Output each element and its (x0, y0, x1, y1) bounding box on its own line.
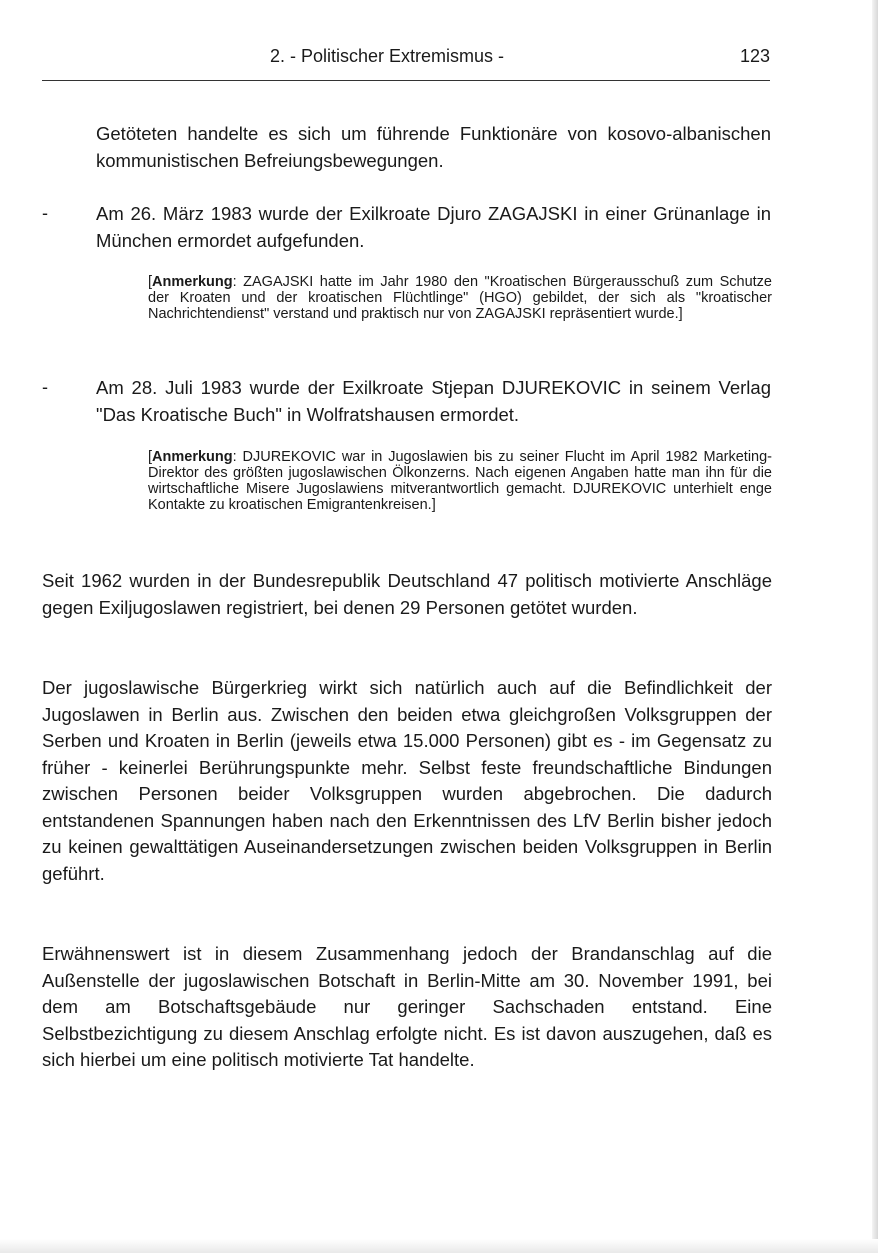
note-2-text: [Anmerkung: DJUREKOVIC war in Jugoslawien bis zu seiner Flucht im April 1982 Marketing-Direktor des größten jugoslawischen Ölkonzerns. Nach eigenen Angaben hatte man ihn für die wirtschaftliche Misere Jugoslawiens mitverantwortlich gemacht. DJUREKOVIC unterhielt enge Kontakte zu kroatischen Emigrantenkreisen.] (148, 449, 773, 513)
paragraph-2 (42, 675, 772, 887)
note-2-label: Anmerkung (152, 449, 233, 465)
list-item-2 (96, 375, 771, 428)
list-marker-1: - (42, 203, 48, 223)
running-title: 2. - Politischer Extremismus - (270, 46, 505, 66)
list-item-1-text: Am 26. März 1983 wurde der Exilkroate Djuro ZAGAJSKI in einer Grünanlage in München ermordet aufgefunden. (96, 203, 771, 251)
page-bottom-shadow (0, 1239, 878, 1253)
note-1 (148, 274, 772, 322)
list-marker-2: - (42, 377, 48, 397)
note-1-body: ZAGAJSKI hatte im Jahr 1980 den "Kroatischen Bürgerausschuß zum Schutze der Kroaten und der kroatischen Flüchtlinge" (HGO) gebildet, der sich als "kroatischer Nachrichtendienst" verstand und praktisch nur von ZAGAJSKI repräsentiert wurde.] (148, 274, 772, 322)
intro-paragraph (96, 121, 771, 174)
list-item-2-text: Am 28. Juli 1983 wurde der Exilkroate Stjepan DJUREKOVIC in seinem Verlag "Das Kroatische Buch" in Wolfratshausen ermordet. (96, 377, 771, 425)
intro-text: Getöteten handelte es sich um führende Funktionäre von kosovo-albanischen kommunistischen Befreiungsbewegungen. (96, 123, 771, 171)
page-header (42, 40, 770, 81)
note-2 (148, 449, 772, 513)
paragraph-2-text: Der jugoslawische Bürgerkrieg wirkt sich natürlich auch auf die Befindlichkeit der Jugoslawen in Berlin aus. Zwischen den beiden etwa gleichgroßen Volksgruppen der Serben und Kroaten in Berlin (jeweils etwa 15.000 Personen) gibt es - im Gegensatz zu früher - keinerlei Berührungspunkte mehr. Selbst feste freundschaftliche Bindungen zwischen Personen beider Volksgruppen wurden abgebrochen. Die dadurch entstandenen Spannungen haben nach den Erkenntnissen des LfV Berlin bisher jedoch zu keinen gewalttätigen Auseinandersetzungen zwischen beiden Volksgruppen in Berlin geführt. (42, 677, 772, 884)
note-1-label: Anmerkung (152, 274, 233, 290)
paragraph-1 (42, 568, 772, 621)
note-1-text: [Anmerkung: ZAGAJSKI hatte im Jahr 1980 den "Kroatischen Bürgerausschuß zum Schutze der Kroaten und der kroatischen Flüchtlinge" (HGO) gebildet, der sich als "kroatischer Nachrichtendienst" verstand und praktisch nur von ZAGAJSKI repräsentiert wurde.] (148, 274, 772, 322)
list-item-1 (96, 201, 771, 254)
paragraph-1-text: Seit 1962 wurden in der Bundesrepublik Deutschland 47 politisch motivierte Anschläge gegen Exiljugoslawen registriert, bei denen 29 Personen getötet wurden. (42, 570, 772, 618)
note-2-body: DJUREKOVIC war in Jugoslawien bis zu seiner Flucht im April 1982 Marketing-Direktor des größten jugoslawischen Ölkonzerns. Nach eigenen Angaben hatte man ihn für die wirtschaftliche Misere Jugoslawiens mitverantwortlich gemacht. DJUREKOVIC unterhielt enge Kontakte zu kroatischen Emigrantenkreisen.] (148, 449, 773, 513)
page-number: 123 (739, 46, 770, 66)
page-edge-shadow (872, 0, 878, 1253)
paragraph-3 (42, 941, 772, 1074)
paragraph-3-text: Erwähnenswert ist in diesem Zusammenhang jedoch der Brandanschlag auf die Außenstelle der jugoslawischen Botschaft in Berlin-Mitte am 30. November 1991, bei dem am Botschaftsgebäude nur geringer Sachschaden entstand. Eine Selbstbezichtigung zu diesem Anschlag erfolgte nicht. Es ist davon auszugehen, daß es sich hierbei um eine politisch motivierte Tat handelte. (42, 943, 772, 1070)
